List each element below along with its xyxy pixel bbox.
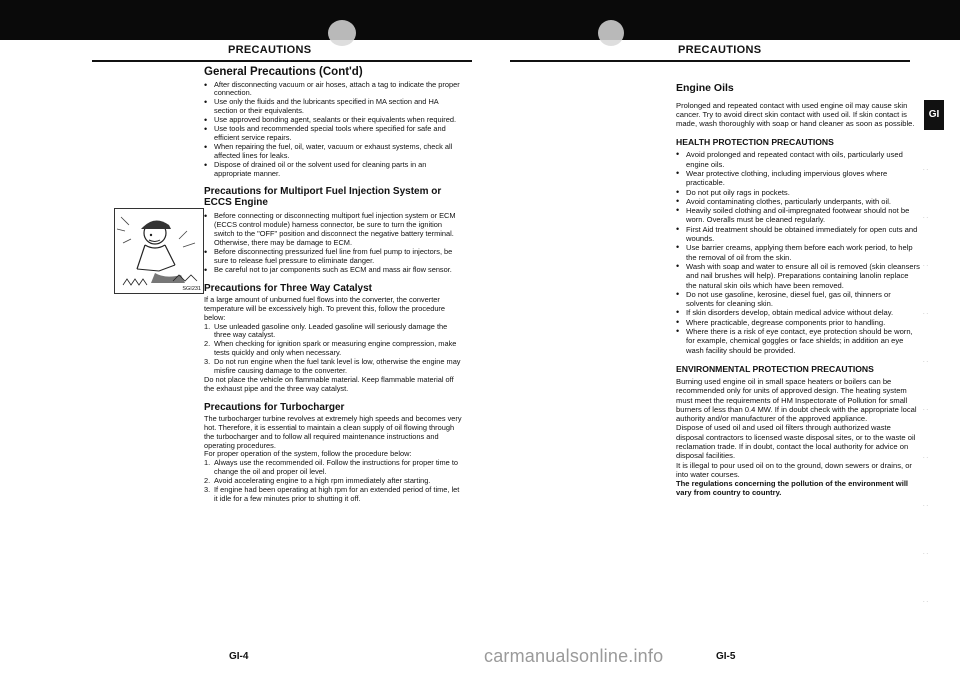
list-item: 2. Avoid accelerating engine to a high rpm immediately after starting. [204,476,431,486]
list-item: 3. If engine had been operating at high rpm for an extended period of time, let it idle for a few minutes prior to shutting it off. [204,485,460,503]
margin-index-mark: . . [923,550,929,556]
twc-steps [204,323,462,376]
list-item: • Avoid contaminating clothes, particularly underpants, with oil. [676,197,920,206]
margin-index-mark: . . [923,502,929,508]
engine-oils-intro: Prolonged and repeated contact with used engine oil may cause skin cancer. Try to avoid direct skin contact with used oil. If skin contact is made, wash thoroughly with soap or hand cleaner as soon as possible. [676,100,915,129]
left-column [204,66,462,504]
list-item: • Wear protective clothing, including impervious gloves where practicable. [676,169,920,188]
environmental-section-title: ENVIRONMENTAL PROTECTION PRECAUTIONS [676,363,874,374]
list-item: • Heavily soiled clothing and oil-impregnated footwear should not be worn. Overalls must be cleaned regularly. [676,206,920,225]
environmental-paragraph-3: It is illegal to pour used oil on to the ground, down sewers or drains, or into water courses. [676,460,912,479]
list-item: 3. Do not run engine when the fuel tank level is low, otherwise the engine may misfire causing damage to the converter. [204,357,461,376]
list-item: • After disconnecting vacuum or air hoses, attach a tag to indicate the proper connection. [204,81,462,99]
turbo-steps [204,459,462,504]
general-precautions-title: General Precautions (Cont'd) [204,66,363,78]
watermark: carmanualsonline.info [484,646,664,666]
engine-oils-title: Engine Oils [676,82,734,94]
list-item: • Use tools and recommended special tools where specified for safe and efficient service repairs. [204,125,462,143]
left-page-number: GI-4 [229,651,249,662]
list-item: • Do not use gasoline, kerosine, diesel fuel, gas oil, thinners or solvents for cleaning skin. [676,290,920,309]
mfi-section-title: Precautions for Multiport Fuel Injection System or ECCS Engine [204,186,442,209]
list-item: 1. Use unleaded gasoline only. Leaded gasoline will seriously damage the three way catalyst. [204,321,448,340]
margin-index-mark: . . [923,166,929,172]
margin-index-mark: . . [923,214,929,220]
margin-index-mark: . . [923,406,929,412]
left-header-rule [92,60,472,62]
list-item: 2. When checking for ignition spark or measuring engine compression, make tests quickly and only when necessary. [204,339,457,358]
list-item: • When repairing the fuel, oil, water, vacuum or exhaust systems, check all affected lines for leaks. [204,143,462,161]
environmental-paragraph-2: Dispose of used oil and used oil filters through authorized waste disposal contractors to licensed waste disposal sites, or to the waste oil reclamation trade. If in doubt, contact the local authority for advice on disposal facilities. [676,423,916,461]
left-page-header: PRECAUTIONS [228,44,312,56]
margin-index-mark: . . [923,262,929,268]
list-item: • Use approved bonding agent, sealants or their equivalents when required. [204,116,462,125]
margin-index-mark: . . [923,358,929,364]
margin-index-mark: . . [923,598,929,604]
environmental-paragraph-1: Burning used engine oil in small space heaters or boilers can be recommended only for units of approved design. The heating system must meet the requirements of HM Inspectorate of Pollution for small burners of less than 0.4 MW. If in doubt check with the appropriate local authority and/or manufacturer of the approved appliance. [676,376,917,424]
mechanic-drawing-icon [115,209,203,293]
right-page-header: PRECAUTIONS [678,44,762,56]
mfi-precautions-list [204,212,462,274]
list-item: • Wash with soap and water to ensure all oil is removed (skin cleansers and nail brushes will help). Preparations containing lanolin replace the natural skin oils which have been removed. [676,262,920,290]
section-tab-gi[interactable]: GI [924,100,944,130]
mechanic-illustration [114,208,204,294]
right-column [676,82,920,498]
twc-outro: Do not place the vehicle on flammable material. Keep flammable material off the exhaust pipe and the three way catalyst. [204,374,454,393]
turbo-intro: The turbocharger turbine revolves at extremely high speeds and becomes very hot. Therefore, it is essential to maintain a clean supply of oil flowing through the turbocharger and to follow all required maintenance instructions and operating procedures. [204,413,462,450]
right-page-number: GI-5 [716,651,736,662]
list-item: • Where there is a risk of eye contact, eye protection should be worn, for example, chemical goggles or face shields; in addition an eye wash facility should be provided. [676,327,920,355]
scan-binding-mark-left [328,20,356,46]
list-item: • Where practicable, degrease components prior to handling. [676,318,920,327]
scan-top-band [0,0,960,40]
illustration-code: SGI231 [182,286,201,292]
list-item: • If skin disorders develop, obtain medical advice without delay. [676,308,920,317]
turbo-section-title: Precautions for Turbocharger [204,401,345,413]
list-item: 1. Always use the recommended oil. Follow the instructions for proper time to change the oil and proper oil level. [204,458,458,477]
list-item: • Dispose of drained oil or the solvent used for cleaning parts in an appropriate manner. [204,161,462,179]
list-item: • Use only the fluids and the lubricants specified in MA section and HA section or their equivalents. [204,98,462,116]
list-item: • Avoid prolonged and repeated contact with oils, particularly used engine oils. [676,150,920,169]
list-item: • Use barrier creams, applying them before each work period, to help the removal of oil from the skin. [676,243,920,262]
list-item: • Be careful not to jar components such as ECM and mass air flow sensor. [204,266,462,275]
list-item: • Before connecting or disconnecting multiport fuel injection system or ECM (ECCS control module) harness connector, be sure to turn the ignition switch to the "OFF" position and disconnect the negative battery terminal. Otherwise, there may be damage to ECM. [204,212,462,248]
environmental-regulation-note: The regulations concerning the pollution of the environment will vary from country to country. [676,479,909,498]
right-header-rule [510,60,910,62]
twc-section-title: Precautions for Three Way Catalyst [204,282,373,294]
margin-index-mark: . . [923,454,929,460]
margin-index-mark: . . [923,310,929,316]
scan-binding-mark-right [598,20,624,46]
general-precautions-list [204,81,462,179]
health-section-title: HEALTH PROTECTION PRECAUTIONS [676,137,834,148]
list-item: • Before disconnecting pressurized fuel line from fuel pump to injectors, be sure to release fuel pressure to eliminate danger. [204,248,462,266]
health-precautions-list [676,150,920,355]
twc-intro: If a large amount of unburned fuel flows into the converter, the converter temperature will be excessively high. To prevent this, follow the procedure below: [204,294,446,322]
list-item: • First Aid treatment should be obtained immediately for open cuts and wounds. [676,225,920,244]
list-item: • Do not put oily rags in pockets. [676,188,920,197]
turbo-intro-2: For proper operation of the system, follow the procedure below: [204,449,412,459]
